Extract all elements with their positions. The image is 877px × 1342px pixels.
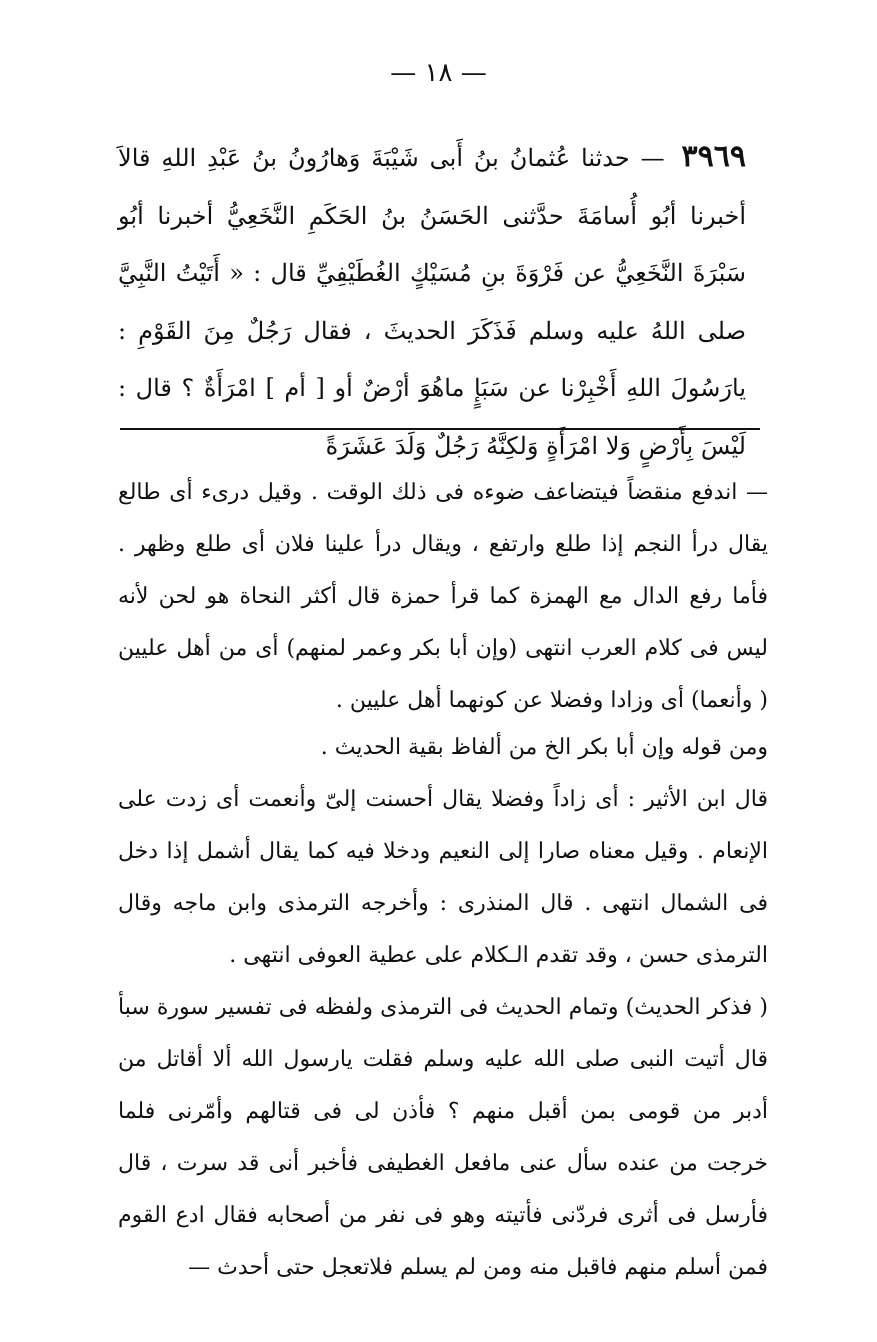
commentary-paragraph-3: قال ابن الأثير : أى زاداً وفضلا يقال أحسنت إلىّ وأنعمت أى زدت على الإنعام . وقيل معناه صارا إلى النعيم ودخلا فيه كما يقال أشمل إذا دخل فى الشمال انتهى . قال المنذرى : وأخرجه الترمذى وابن ماجه وقال الترمذى حسن ، وقد تقدم الـكلام على عطية العوفى انتهى .: [118, 787, 768, 968]
page-number: — ١٨ —: [390, 58, 487, 88]
footnote-separator: [120, 428, 760, 430]
commentary-paragraph-4: ( فذكر الحديث) وتمام الحديث فى الترمذى ولفظه فى تفسير سورة سبأ قال أتيت النبى صلى الله عليه وسلم فقلت يارسول الله ألا أقاتل من أدبر من قومى بمن أقبل منهم ؟ فأذن لى فى قتالهم وأمّرنى فلما خرجت من عنده سأل عنى مافعل الغطيفى فأخبر أنى قد سرت ، قال فأرسل فى أثرى فردّنى فأتيته وهو فى نفر من أصحابه فقال ادع القوم فمن أسلم منهم فاقبل منه ومن لم يسلم فلاتعجل حتى أحدث —: [118, 995, 768, 1280]
hadith-text-block: [118, 128, 746, 475]
hadith-body: — حدثنا عُثمانُ بنُ أَبى شَيْبَةَ وَهارُونُ بنُ عَبْدِ اللهِ قالاَ أخبرنا أبُو أُسامَةَ حدَّثنى الحَسَنُ بنُ الحَكَمِ النَّخَعِيُّ أخبرنا أبُو سَبْرَةَ النَّخَعِيُّ عن فَرْوَةَ بنِ مُسَيْكٍ الغُطَيْفِيِّ قال : « أَتَيْتُ النَّبِيَّ صلى اللهُ عليه وسلم فَذَكَرَ الحديثَ ، فقال رَجُلٌ مِنَ القَوْمِ : يارَسُولَ اللهِ أَخْبِرْنا عن سَبَإٍ ماهُوَ أرْضٌ أو [ أم ] امْرَأَةٌ ؟ قال : لَيْسَ بِأَرْضٍ وَلا امْرَأَةٍ وَلكِنَّهُ رَجُلٌ وَلَدَ عَشَرَةً: [118, 144, 746, 460]
hadith-number: ٣٩٦٩: [681, 139, 746, 174]
commentary-paragraph-2: ومن قوله وإن أبا بكر الخ من ألفاظ بقية الحديث .: [320, 735, 768, 760]
commentary-paragraph-1: — اندفع منقضاً فيتضاعف ضوءه فى ذلك الوقت . وقيل درىء أى طالع يقال درأ النجم إذا طلع وارتفع ، ويقال درأ علينا فلان أى طلع وظهر . فأما رفع الدال مع الهمزة كما قرأ حمزة قال أكثر النحاة هو لحن لأنه ليس فى كلام العرب انتهى (وإن أبا بكر وعمر لمنهم) أى من أهل عليين ( وأنعما) أى وزادا وفضلا عن كونهما أهل عليين .: [118, 480, 768, 713]
